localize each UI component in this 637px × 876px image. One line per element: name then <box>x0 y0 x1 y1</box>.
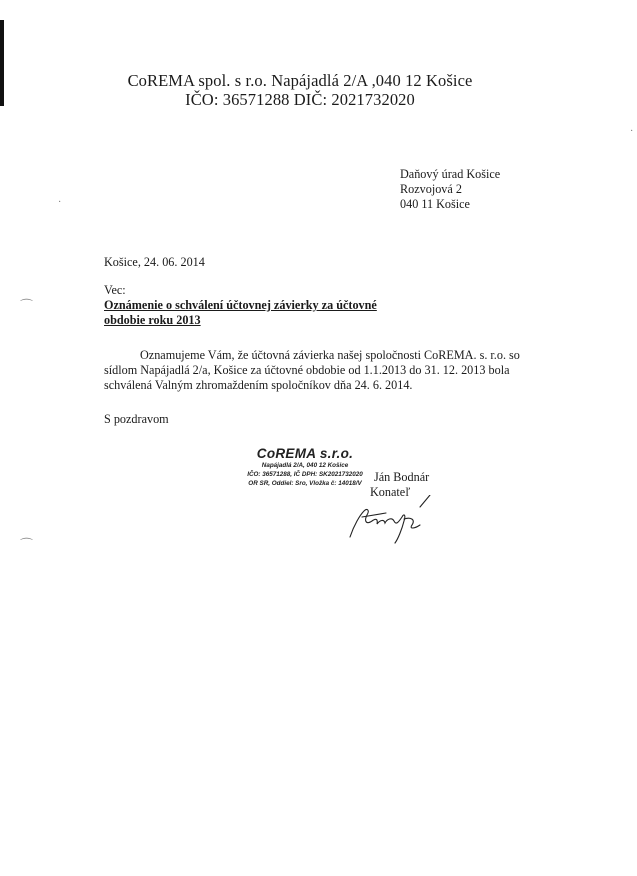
subject-line-2: obdobie roku 2013 <box>104 313 201 327</box>
letter-date: Košice, 24. 06. 2014 <box>104 255 205 269</box>
scan-speck: · <box>58 197 62 208</box>
closing-greeting: S pozdravom <box>104 412 169 426</box>
letterhead-company: CoREMA spol. s r.o. Napájadlá 2/A ,040 12 Košice <box>127 71 473 90</box>
stamp-registry: OR SR, Oddiel: Sro, Vložka č: 14018/V <box>248 480 362 487</box>
recipient-address <box>400 167 500 212</box>
company-stamp <box>230 446 380 488</box>
letter-body <box>104 348 544 393</box>
signatory-name: Ján Bodnár <box>374 470 430 484</box>
letterhead-ids: IČO: 36571288 DIČ: 2021732020 <box>185 90 415 109</box>
stamp-address: Napájadlá 2/A, 040 12 Košice <box>261 462 349 469</box>
subject-line-1: Oznámenie o schválení účtovnej závierky za účtovné <box>104 298 377 312</box>
body-line: Oznamujeme Vám, že účtovná závierka našej spoločnosti CoREMA. s. r.o. so <box>140 348 520 362</box>
stamp-ids: IČO: 36571288, IČ DPH: SK2021732020 <box>247 471 363 478</box>
handwritten-signature <box>340 495 440 545</box>
punch-hole-mark: ⌒ <box>20 537 34 552</box>
punch-hole-mark: ⌒ <box>20 298 34 313</box>
recipient-line: 040 11 Košice <box>400 197 470 211</box>
signatory-title: Konateľ <box>370 485 411 499</box>
recipient-line: Daňový úrad Košice <box>400 167 501 181</box>
subject-label: Vec: <box>104 283 126 297</box>
body-line: schválená Valným zhromaždením spoločníkov dňa 24. 6. 2014. <box>104 378 413 392</box>
recipient-line: Rozvojová 2 <box>400 182 462 196</box>
stamp-brand: CoREMA s.r.o. <box>256 446 354 461</box>
scan-speck: · <box>630 126 634 137</box>
body-line: sídlom Napájadlá 2/a, Košice za účtovné obdobie od 1.1.2013 do 31. 12. 2013 bola <box>104 363 510 377</box>
